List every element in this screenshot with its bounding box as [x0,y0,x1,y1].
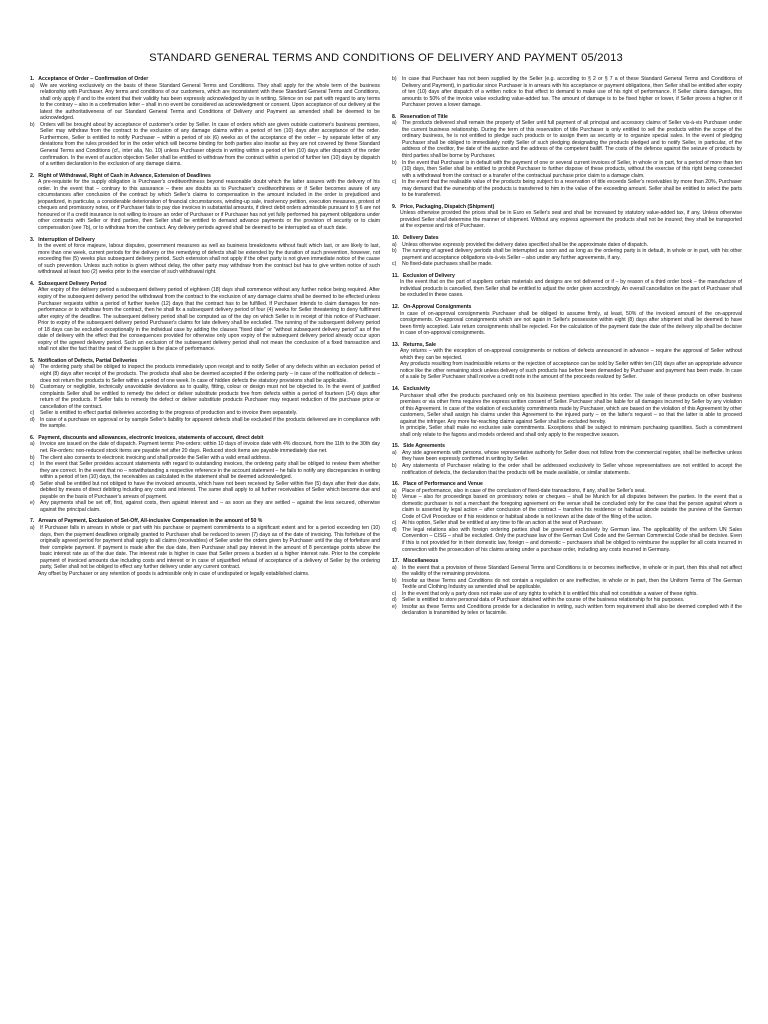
section-title: Subsequent Delivery Period [38,280,107,287]
clause [392,450,742,463]
clause-text: The legal relations also with foreign ordering parties shall be governed exclusively by German law. The applicability of the uniform UN Sales Convention – CISG – shall be excluded. Only the purchase law of the German Civil Code and the German Commercial Code shall be decisive. Even if this is not provided for in their domestic law, foreign – and domestic – purchasers shall be obliged to reimburse the supplier for all costs incurred in connection with the prosecution of his claims arising under a purchase order, including any costs incurred in Germany. [402,526,742,553]
clause-letter: c) [30,410,35,417]
section [30,281,380,353]
clause-letter: c) [392,261,397,268]
clause-letter: a) [30,364,35,371]
clause-letter: c) [392,520,397,527]
section-title: Exclusivity [403,385,431,392]
clause-text: Any side agreements with persons, whose representative authority for Seller does not follow from the commercial register, shall be ineffective unless they have been expressly confirmed in writing by Seller. [402,449,742,463]
clause [392,463,742,476]
clause-text: Insofar as these Terms and Conditions provide for a declaration in writing, such written form requirement shall also be deemed complied with if the declaration is transmitted by telex or facsimile. [402,603,742,617]
clause [38,287,380,352]
clause [30,83,380,122]
section-number: 5. [30,357,35,364]
clause-letter: a) [30,82,35,89]
clause-text: In the event that Seller provides account statements with regard to outstanding invoices, the ordering party shall be obliged to review them whether they are correct. In the event that no – notwithstanding a respective reference in the account statement – he fails to notify any discrepancies in writing within a period of ten (10) days, the receivables as calculated in the statement shall be deemed acknowledged. [40,461,380,481]
clause-letter: c) [392,179,397,186]
clause [400,311,742,337]
clause [30,481,380,501]
clause-text: Seller shall be entitled but not obliged to have the invoiced amounts, which have not been received by Seller within five (5) days after their due date, debited by means of direct debiting including any costs and interest. The same shall apply to all further receivables of Seller which become due and payable on the basis of Purchaser's arrears of payment. [40,480,380,500]
clause-text: Invoice are issued on the date of dispatch. Payment terms: Pre-orders: within 10 days of invoice date with 4% discount, from the 11th to the 30th day net. Re-orders: non-reduced stock items are payable net after 20 days. Reduced stock items are payable immediately due net. [40,441,380,454]
clause-text: We are working exclusively on the basis of these Standard General Terms and Conditions. They shall apply for the whole term of the business relationship with Purchaser. Any terms and conditions of our customers, which are inconsistent with these Standard General Terms and Conditions, shall only apply if and to the extent that their validity has been expressly acknowledged by us in writing. Silence on our part with regard to any terms to the contrary – also in a confirmation letter – shall in no event be considered as acknowledgment or consent. Upon acceptance of our delivery at the latest the authoritativeness of our Standard General Terms and Conditions of Delivery and Payment as amended shall be deemed to be acknowledged. [40,82,380,122]
clause-letter: b) [392,577,397,584]
clause-letter: d) [30,416,35,423]
clause [392,494,742,520]
section-number: 16. [392,481,400,488]
section-title: Side Agreements [403,443,445,450]
clause-letter: a) [30,525,35,531]
section-title: Returns, Sale [403,341,437,348]
clause-letter: b) [392,462,397,469]
clause [392,604,742,617]
clause-text: Insofar as these Terms and Conditions do not contain a regulation or are ineffective, in whole or in part, then the Uniform Terms of The German Textile and Clothing Industry as amended shall be applicable. [402,577,742,591]
section-title: Right of Withdrawal, Right of Cash in Advance, Extension of Deadlines [38,172,211,179]
clause-letter: e) [30,500,35,507]
section [392,386,742,438]
clause-text: In case of a purchase on approval or by sample Seller's liability for apparent defects shall be excluded if the products delivered are in compliance with the sample. [40,416,380,430]
document-title: STANDARD GENERAL TERMS AND CONDITIONS OF DELIVERY AND PAYMENT 05/2013 [149,52,623,64]
section-number: 9. [392,203,397,210]
section [30,173,380,232]
section-number: 6. [30,434,35,441]
clause [392,179,742,199]
clause [392,527,742,553]
section-number: 4. [30,280,35,287]
section [30,76,380,168]
section-number: 15. [392,443,400,450]
clause-letter: a) [30,441,35,448]
clause-letter: b) [30,384,35,391]
section [392,342,742,381]
section-title: Notification of Defects, Partial Deliveries [38,357,138,364]
section [392,558,742,617]
section-number: 13. [392,341,400,348]
section [392,204,742,230]
clause-letter: b) [392,159,397,166]
clause [400,348,742,361]
clause-letter: b) [392,248,397,255]
clause-letter: d) [30,480,35,487]
section-title: Place of Performance and Venue [403,481,483,488]
clause-text: The client also consents to electronic invoicing and shall provide the Seller with a valid email address. [40,454,271,461]
clause-text: In case that Purchaser has not been supplied by the Seller (e.g. according to § 2 or § 7 a of these Standard General Terms and Conditions of Delivery and Payment), in particular since Purchaser is in arrears with his acceptance or payment obligations, then Seller shall be entitled after expiry of ten (10) days after dispatch of a written notice to that effect to demand to make use of his right of performance. If Seller claims damages, this amounts to 50% of the invoice value excluding value-added tax. The amount of damage is to be fixed higher or lower, if Seller proves a higher or if Purchaser proves a lower damage. [402,76,742,109]
clause-letter: d) [392,526,397,533]
section-title: Price, Packaging, Dispatch (Shipment) [400,203,495,210]
clause [38,179,380,231]
clause [400,279,742,299]
clause [400,393,742,426]
section-title: Delivery Dates [403,235,439,242]
clause-text: In the event of force majeure, labour disputes, government measures as well as business breakdowns without fault which last, or are likely to last, more than one week, current periods for the delivery or the remedying of defects shall be extended by the duration of such prevention, however, not exceeding five (5) weeks plus subsequent delivery period. Such extension shall not apply if the other party is not given immediate notice of the cause of such prevention. Unless such notice is given without delay, the other party may withdraw from the contract but has to give written notice of such withdrawal at least two (2) weeks prior to the exercise of such withdrawal right. [38,243,380,276]
section-number: 12. [392,303,400,310]
clause [30,122,380,168]
clause-text: Seller is entitled to effect partial deliveries according to the progress of production and to invoice them separately. [40,410,298,417]
section-number: 1. [30,76,35,82]
section [392,273,742,299]
clause-letter: b) [30,454,35,461]
clause [30,441,380,454]
section [30,518,380,577]
section [30,237,380,276]
section [30,358,380,430]
clause-text: In the event that only a party does not make use of any rights to which it is entitled this shall not constitute a waiver of these rights. [402,590,698,597]
section-title: Miscellaneous [403,558,439,565]
section [392,304,742,337]
clause-text: Any returns – with the exception of on-approval consignments or notices of defects announced in advance – require the approval of Seller without which they can be rejected. [400,348,742,361]
clause [400,210,742,230]
section [392,114,742,199]
section [30,435,380,514]
clause-text: If Purchaser falls in arrears in whole or part with his purchase or payment commitments to a significant extent and for a period exceeding ten (10) days, then the payment deadlines originally granted to Purchaser shall be reduced to seven (7) days as of the date of invoicing. This forfeiture of the originally agreed period for payment shall apply to all claims (receivables) of Seller under the orders given by Purchaser until the day of forfeiture and their complete payment. If payment is made after the due date, then Purchaser shall pay interest in the amount of 8 percentage points above the basic interest rate as of the due date. The interest rate is higher in case that Seller proves a burden at a higher interest rate. Prior to the complete payment of invoiced amounts due including costs and interest or in case of unjustified refusal of acceptance of a delivery of Seller by the ordering party, Seller shall not be obliged to effect any further delivery under any current contract. [40,525,380,571]
clause [38,243,380,276]
clause-text: Unless otherwise expressly provided the delivery dates specified shall be the approximate dates of dispatch. [402,241,649,248]
clause-text: Purchaser shall offer the products purchased only on his business premises specified in his order. The sale of these products on other business premises or via other firms requires the express written consent of Seller. Purchaser shall be liable for all damages incurred by Seller by any violation of this Agreement. In case of the violation of exclusivity commitments made by Purchaser, which are based on the violation of this Agreement by other customers, Seller shall assign his claims under this Agreement to the injured party – on the latter's request – so that the latter is able to proceed against the infringer. Any more far-reaching claims against Seller shall be excluded hereby. [400,392,742,425]
section [392,443,742,476]
clause [392,261,742,268]
clause [392,248,742,261]
clause-text: Orders will be brought about by acceptance of customer's order by Seller. In case of orders which are given outside customer's business premises, Seller may withdraw from the contract to the exclusion of any damage claims within a period of ten (10) days after acceptance of the order. Furthermore, Seller is entitled to notify Purchaser – within a period of six (6) weeks as of the acceptance of the order – by separate letter of any deviations from the rules provided for in the order which will become binding for both parties also insofar as they are not covered by these Standard General Terms and Conditions (cf., inter alia, No. 10) unless Purchaser objects in writing within a period of ten (10) days after dispatch of the order confirmation. In the event of auction objection Seller shall be entitled to withdraw from the contract within a period of further ten (10) days by dispatch of a written declaration to the exclusion of any damage claims. [40,121,380,168]
clause-letter: b) [30,121,35,128]
clause [392,578,742,591]
clause [392,76,742,109]
section [392,235,742,268]
clause-text: At his option, Seller shall be entitled at any time to file an action at the seat of Purchaser. [402,520,604,527]
section-number: 3. [30,236,35,243]
section-number: 2. [30,172,35,179]
clause-text: Place of performance, also in case of the conclusion of fixed-date transactions, if any, shall be Seller's seat. [402,487,646,494]
section-number: 10. [392,235,400,242]
section-number: 7. [30,518,35,525]
section-number: 17. [392,558,400,565]
clause-text: The running of agreed delivery periods shall be interrupted as soon and as long as the ordering party is in default, in whole or in part, with his other payment and acceptance obligations vis-à-vis Seller – also under any further agreements, if any. [402,248,742,261]
clause-letter: c) [30,461,35,468]
clause-letter: a) [392,120,397,127]
section-number: 11. [392,272,399,279]
clause-text: Any statements of Purchaser relating to the order shall be addressed exclusively to Seller whose representatives are not entitled to accept the notification of defects, the declaration that the products will be made available, or similar statements. [402,462,742,476]
clause [38,571,380,578]
clause [30,461,380,481]
clause [30,417,380,430]
clause [400,425,742,438]
clause [400,361,742,381]
clause-letter: a) [392,449,397,456]
clause-text: Any payments shall be set off, first, against costs, then against interest and – as soon as they are settled – against the less secured, otherwise against the principal claim. [40,500,380,513]
clause-text: The products delivered shall remain the property of Seller until full payment of all principal and accessory claims of Seller vis-à-vis Purchaser under the current business relationship. During the term of this reservation of title Purchaser is only entitled to sell the products within the scope of the ordinary business, he is not entitled to pledge such products or to assign them as security or to organize special sales. In the event of pledging Purchaser shall be obliged to immediately notify Seller of such pledging designating the products pledged and to notify Seller, in particular, of the address of the creditor, the date of the auction and the address of the competent bailiff. The costs of the defence against the seizure of products by third parties shall be borne by Purchaser. [402,120,742,160]
section-title: Payment, discounts and allowances, electronic invoices, statements of account, direct debit [38,434,264,441]
section-title: Exclusion of Delivery [402,272,455,279]
section [392,481,742,553]
columns [30,76,742,622]
clause-text: Customary or negligible, technically unavoidable deviations as to quality, fitting, colour or design must not be objected to. In the event of justified complaints Seller shall be entitled to remedy the defect or deliver substitute products free from defects within a period of fourteen (14) days after return of the products. If Seller fails to remedy the defect or deliver substitute products Purchaser may request reduction of the purchase price or cancellation of the contract. [40,384,380,410]
section-title: Acceptance of Order – Confirmation of Order [38,76,149,82]
clause [392,120,742,159]
clause-text: After expiry of the delivery period a subsequent delivery period of eighteen (18) days shall commence without any further notice being required. After expiry of the subsequent delivery period the withdrawal from the contract to the exclusion of any damage claims shall be deemed to be effected unless Purchaser requests within a period of further twelve (12) days that the contract has to be fulfilled. If Purchaser intends to claim damages for non-performance or to withdraw from the contract, then he shall fix a subsequent delivery period of four (4) weeks for Seller threatening to deny fulfilment after expiry of the deadline. The subsequent delivery period shall be computed as of the day on which Seller is in receipt of this notice of Purchaser. Prior to expiry of the subsequent delivery period Purchaser's claims for late delivery shall be excluded. The running of the subsequent delivery period of 18 days can be excluded exceptionally in the individual case by adding the clauses "fixed date" or "without subsequent delivery period" as of the date of delivery with the effect that the consequences provided for otherwise only upon expiry of the subsequent delivery period already occur upon expiry of the agreed delivery period. Such an exclusion of the subsequent delivery period shall not mean the conclusion of a fixed transaction and shall not alter the fact that the seat of the supplier is the place of performance. [38,287,380,353]
clause-letter: b) [392,494,397,501]
clause-text: In the event that on the part of suppliers certain materials and designs are not delivered or if – by reason of a third order book – the manufacture of individual products is cancelled, then Seller shall be entitled to adjust the order given accordingly. An overall cancellation on the part of Purchaser shall be excluded in these cases. [400,279,742,299]
clause-letter: a) [392,241,397,248]
right-column [392,76,742,622]
clause-letter: e) [392,603,397,610]
left-column [30,76,380,622]
clause-text: In the event that Purchaser is in default with the payment of one or several current invoices of Seller, in whole or in part, for a period of more than ten (10) days, then Seller shall be entitled to prohibit Purchaser to further dispose of these products, without the exercise of this right being connected with a withdrawal from the contract or a transfer of the contractual purchase price claim to a damage claim. [402,159,742,179]
clause [392,565,742,578]
clause [30,384,380,410]
section-number: 8. [392,113,397,120]
clause-letter: a) [392,487,397,494]
clause-letter: a) [392,564,397,571]
section-title: Interruption of Delivery [38,236,95,243]
clause-text: Any offset by Purchaser or any retention of goods is admissible only in case of undisputed or legally established claims. [38,570,310,577]
clause-text: In principle, Seller shall make no exclusive sale commitments. Exceptions shall be subject to minimum purchasing quantities. Such a commitment shall only relate to the fagons and models ordered and shall only apply to the respective season. [400,425,742,438]
clause [30,364,380,384]
clause [30,500,380,513]
section [392,76,742,109]
clause-text: Unless otherwise provided the prices shall be in Euro ex Seller's seat and shall be increased by statutory value-added tax, if any. Unless otherwise provided Seller shall determine the manner of shipment. Without any express agreement the products shall not be insured; they shall be transported at the expense and risk of Purchaser. [400,210,742,230]
clause [392,160,742,180]
section-title: Reservation of Title [400,113,448,120]
section-title: Arrears of Payment, Exclusion of Set-Off, All-inclusive Compensation in the amount of 50 % [38,518,263,525]
clause-text: A pre-requisite for the supply obligation is Purchaser's creditworthiness beyond reasonable doubt which the latter assures with the delivery of his order. In the event that – contrary to this assurance – there are doubts as to Purchaser's creditworthiness or if Seller becomes aware of any circumstances after conclusion of the contract by which Seller's claims to compensation in the amount included in the order is prejudiced and jeopardized, in particular, a considerable deterioration of financial circumstances, winding-up sale, insolvency petition, execution measures, protest of cheques and promissory notes, or if Purchaser fails to pay due invoices in substantial amounts, if direct debit orders admissible pursuant to § 6 are not honoured or if a credit insurance is not willing to insure an order of Purchaser or if Purchaser has not yet fully performed his payment obligations under other contracts with Seller or third parties, then Seller shall be entitled to demand advance payments or the provision of security or to claim compensation (see 7b), or to withdraw from the contract. Any delivery periods agreed shall be deemed to be interrupted as of such date. [38,179,380,232]
clause-text: Venue – also for proceedings based on promissory notes or cheques – shall be Munich for all disputes between the parties. In the event that a domestic purchaser is not a merchant the foregoing agreement on the venue shall be concluded only for the case that the person against whom a claim is asserted by legal action – after conclusion of the contract – transfers his residence or habitual abode outside the purview of the German Code of Civil Procedure or if his residence or habitual abode is not known at the date of the filing of the action. [402,494,742,520]
section-number: 14. [392,385,400,392]
clause-text: In case of on-approval consignments Purchaser shall be obliged to assume firmly, at least, 50% of the invoiced amount of the on-approval consignments. On-approval consignments which are not again in Seller's possession within eight (8) days after shipment shall be deemed to have been firmly accepted. Late return consignments shall be rejected. For the calculation of the payment date the date of the delivery slip shall be decisive in case of on-approval consignments. [400,310,742,337]
clause-text: No fixed-date purchases shall be made. [402,261,493,268]
clause [30,525,380,571]
clause-text: The ordering party shall be obliged to inspect the products immediately upon receipt and to notify Seller of any defects within an exclusion period of eight (8) days after receipt of the products. The products shall also be deemed accepted if the ordering party – in case of the notification of defects – does not return the products to Seller within a period of one week. In case of hidden defects the statutory provisions shall be applicable. [40,364,380,384]
clause-letter: c) [392,590,397,597]
clause-letter: b) [392,76,397,82]
clause-text: Any products resulting from inadmissible returns or the rejection of acceptance can be sold by Seller within ten (10) days after an appropriate advance notice like the other remaining stock unless delivery of such products has before been demanded by Purchaser and payment has been made. In case of a sale by Seller Purchaser shall receive a credit note in the amount of the proceeds realized by Seller. [400,361,742,381]
section-title: On-Approval Consignments [403,303,472,310]
clause-letter: d) [392,597,397,604]
clause-text: In the event that a provision of these Standard General Terms and Conditions is or becomes ineffective, in whole or in part, then this shall not affect the validity of the remaining provisions. [402,564,742,578]
clause-text: Seller is entitled to store personal data of Purchaser obtained within the course of the business relationship for his purposes. [402,597,685,604]
clause-text: In the event that the realisable value of the products being subject to a reservation of title exceeds Seller's receivables by more than 20%, Purchaser may demand that the ownership of the products is transferred to him in the value of the exceeding amount. Seller shall be entitled to select the parts to be transferred. [402,179,742,199]
